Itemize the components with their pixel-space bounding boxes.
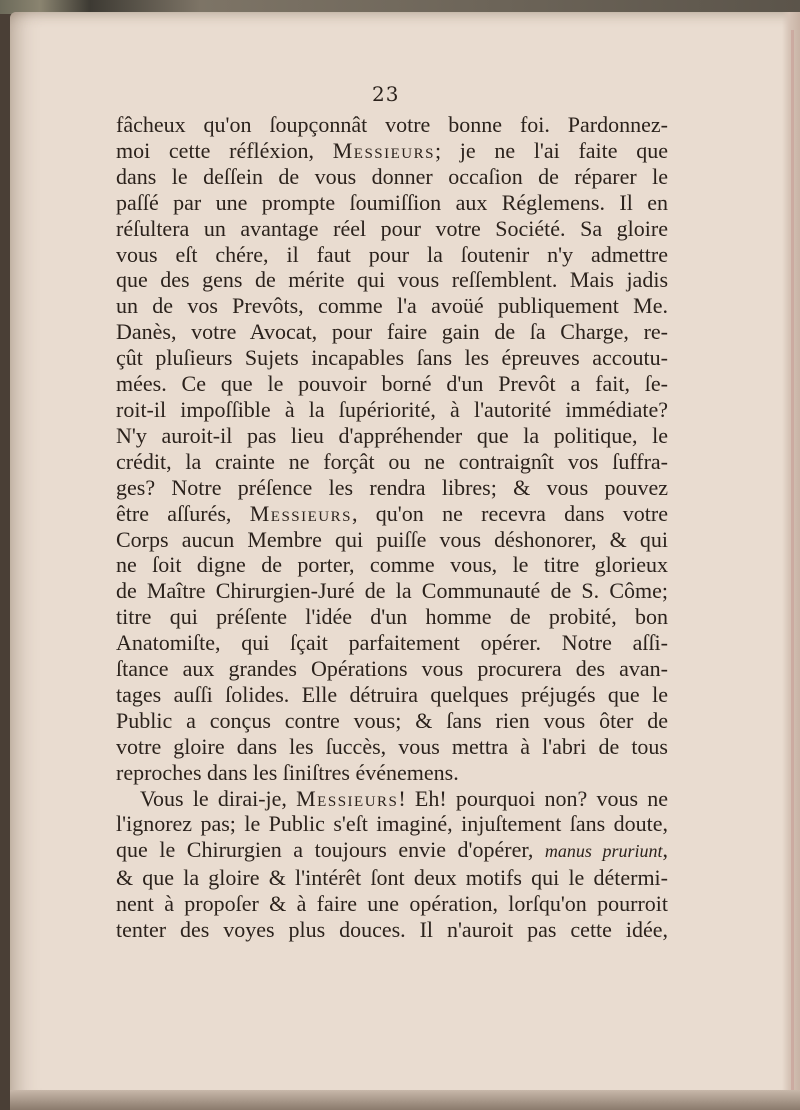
text-line — [116, 449, 668, 475]
text-segment: que le Chirurgien a toujours envie d'opérer, — [116, 837, 545, 863]
text-line — [116, 345, 668, 371]
text-line — [116, 164, 668, 190]
text-segment: crédit, la crainte ne forçât ou ne contraignît vos ſuffra- — [116, 448, 668, 474]
text-line — [116, 501, 668, 527]
text-line — [116, 578, 668, 604]
text-line — [116, 604, 668, 630]
text-line — [116, 891, 668, 917]
text-segment: ! Eh! pourquoi non? vous ne — [398, 785, 669, 811]
text-line — [116, 734, 668, 760]
text-segment: ges? Notre préſence les rendra libres; & vous pouvez — [116, 474, 668, 500]
text-segment: un de vos Prevôts, comme l'a avoüé publiquement Me. — [116, 293, 668, 319]
text-line — [116, 138, 668, 164]
text-segment: Anatomiſte, qui ſçait parfaitement opérer. Notre aſſi- — [116, 630, 668, 656]
text-segment: de Maître Chirurgien-Juré de la Communauté de S. Côme; — [116, 578, 668, 604]
red-page-edge — [791, 30, 794, 1090]
text-segment: , — [662, 837, 669, 863]
small-caps-segment: Messieurs — [249, 500, 352, 526]
text-segment: tages auſſi ſolides. Elle détruira quelques préjugés que le — [116, 681, 668, 707]
text-line — [116, 837, 668, 865]
text-line — [116, 552, 668, 578]
text-segment: moi cette réfléxion, — [116, 137, 333, 163]
text-segment: être aſſurés, — [116, 500, 250, 526]
text-line — [116, 112, 668, 138]
text-segment: nent à propoſer & à faire une opération, lorſqu'on pourroit — [116, 891, 668, 917]
text-segment: l'ignorez pas; le Public s'eſt imaginé, injuſtement ſans doute, — [116, 811, 668, 837]
text-line — [116, 527, 668, 553]
text-line — [116, 682, 668, 708]
text-segment: Vous le dirai-je, — [140, 785, 297, 811]
text-segment: çût pluſieurs Sujets incapables ſans les épreuves accoutu- — [116, 345, 668, 371]
text-line — [116, 811, 668, 837]
text-line — [116, 293, 668, 319]
text-segment: paſſé par une prompte ſoumiſſion aux Réglemens. Il en — [116, 189, 668, 215]
small-caps-segment: Messieurs — [332, 137, 435, 163]
text-segment: que des gens de mérite qui vous reſſemblent. Mais jadis — [116, 267, 668, 293]
text-line — [116, 216, 668, 242]
text-segment: titre qui préſente l'idée d'un homme de probité, bon — [116, 604, 668, 630]
text-segment: ne ſoit digne de porter, comme vous, le titre glorieux — [116, 552, 668, 578]
text-segment: roit-il impoſſible à la ſupériorité, à l'autorité immédiate? — [116, 396, 668, 422]
text-line — [116, 708, 668, 734]
text-segment: reproches dans les ſiniſtres événemens. — [116, 759, 459, 785]
text-segment: dans le deſſein de vous donner occaſion de réparer le — [116, 163, 668, 189]
text-line — [116, 865, 668, 891]
text-line — [116, 475, 668, 501]
page-number: 23 — [372, 82, 400, 106]
body-text — [116, 112, 668, 943]
text-line — [116, 786, 668, 812]
text-line — [116, 423, 668, 449]
text-line — [116, 630, 668, 656]
text-segment: réſultera un avantage réel pour votre Société. Sa gloire — [116, 215, 668, 241]
text-segment: Danès, votre Avocat, pour faire gain de ſa Charge, re- — [116, 319, 668, 345]
text-line — [116, 267, 668, 293]
small-caps-segment: Messieurs — [296, 785, 399, 811]
text-segment: ſtance aux grandes Opérations vous procurera des avan- — [116, 656, 668, 682]
text-segment: vous eſt chére, il faut pour la ſoutenir n'y admettre — [116, 241, 668, 267]
text-segment: tenter des voyes plus douces. Il n'auroit pas cette idée, — [116, 917, 668, 943]
text-segment: , qu'on ne recevra dans votre — [351, 500, 669, 526]
text-segment: fâcheux qu'on ſoupçonnât votre bonne foi. Pardonnez- — [116, 112, 668, 137]
italic-segment: manus pruriunt — [544, 841, 663, 862]
text-segment: N'y auroit-il pas lieu d'appréhender que la politique, le — [116, 422, 668, 448]
text-segment: Corps aucun Membre qui puiſſe vous déshonorer, & qui — [116, 526, 668, 552]
text-segment: & que la gloire & l'intérêt ſont deux motifs qui le détermi- — [116, 865, 668, 891]
text-segment: Public a conçus contre vous; & ſans rien vous ôter de — [116, 707, 668, 733]
text-line — [116, 917, 668, 943]
text-segment: mées. Ce que le pouvoir borné d'un Prevôt a fait, ſe- — [116, 371, 668, 397]
text-line — [116, 319, 668, 345]
text-segment: votre gloire dans les ſuccès, vous mettra à l'abri de tous — [116, 733, 668, 759]
text-line — [116, 397, 668, 423]
text-segment: ; je ne l'ai faite que — [434, 137, 668, 163]
text-line — [116, 190, 668, 216]
text-line — [116, 371, 668, 397]
text-line — [116, 242, 668, 268]
text-line — [116, 760, 668, 786]
text-line — [116, 656, 668, 682]
page-bottom-shadow — [10, 1090, 800, 1110]
